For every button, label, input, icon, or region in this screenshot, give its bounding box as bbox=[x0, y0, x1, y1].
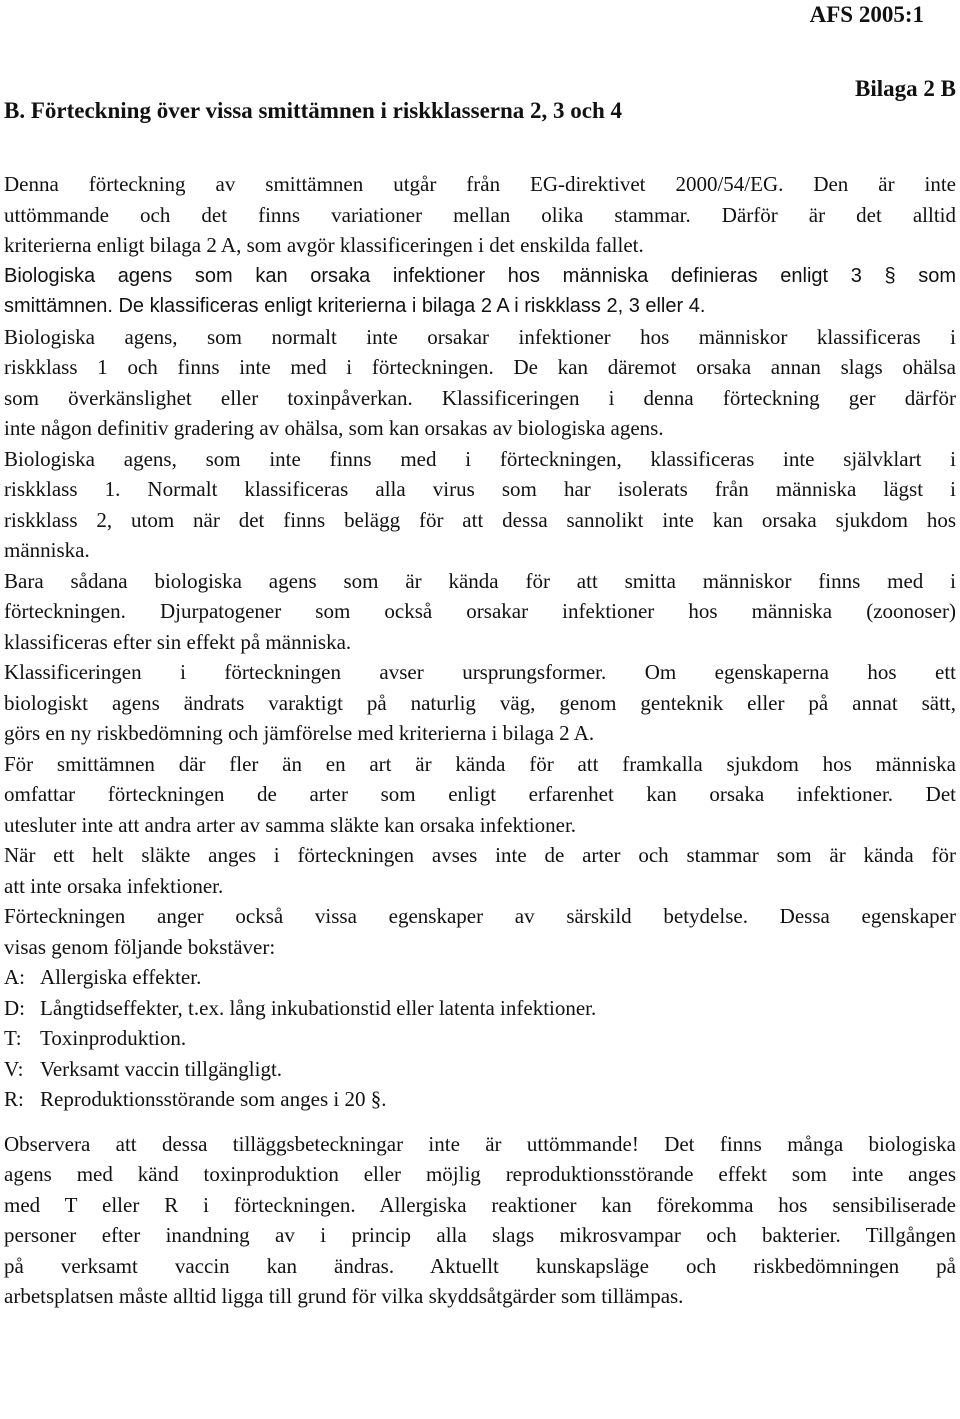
paragraph-line: människa. bbox=[4, 538, 90, 562]
list-item bbox=[4, 962, 956, 993]
paragraph-line: agens med känd toxinproduktion eller möjlig reproduktionsstörande effekt som inte anges bbox=[4, 1162, 956, 1186]
paragraph-line: personer efter inandning av i princip alla slags mikrosvampar och bakterier. Tillgången bbox=[4, 1223, 956, 1247]
letter-description: Reproduktionsstörande som anges i 20 §. bbox=[40, 1087, 387, 1111]
paragraph-1 bbox=[4, 169, 956, 261]
property-letter-list bbox=[4, 962, 956, 1115]
letter-description: Toxinproduktion. bbox=[40, 1026, 187, 1050]
list-item bbox=[4, 993, 956, 1024]
paragraph-7 bbox=[4, 749, 956, 841]
section-title: B. Förteckning över vissa smittämnen i riskklasserna 2, 3 och 4 bbox=[4, 98, 623, 123]
paragraph-2 bbox=[4, 261, 956, 322]
appendix-label: Bilaga 2 B bbox=[855, 76, 956, 101]
paragraph-4 bbox=[4, 444, 956, 566]
paragraph-line: görs en ny riskbedömning och jämförelse med kriterierna i bilaga 2 A. bbox=[4, 721, 595, 745]
paragraph-line: som överkänslighet eller toxinpåverkan. Klassificeringen i denna förteckning ger därför bbox=[4, 385, 956, 410]
paragraph-line: kriterierna enligt bilaga 2 A, som avgör klassificeringen i det enskilda fallet. bbox=[4, 233, 644, 257]
paragraph-line: När ett helt släkte anges i förteckningen avses inte de arter och stammar som är kända för bbox=[4, 843, 956, 867]
paragraph-line: Biologiska agens, som inte finns med i förteckningen, klassificeras inte självklart i bbox=[4, 446, 956, 471]
paragraph-line: visas genom följande bokstäver: bbox=[4, 934, 276, 959]
paragraph-6 bbox=[4, 657, 956, 749]
paragraph-line: För smittämnen där fler än en art är kända för att framkalla sjukdom hos människa bbox=[4, 751, 956, 776]
list-item bbox=[4, 1084, 956, 1115]
paragraph-line: omfattar förteckningen de arter som enligt erfarenhet kan orsaka infektioner. Det bbox=[4, 782, 956, 806]
paragraph-line: med T eller R i förteckningen. Allergiska reaktioner kan förekomma hos sensibiliserade bbox=[4, 1192, 956, 1217]
letter-code: R: bbox=[4, 1087, 24, 1111]
letter-code: T: bbox=[4, 1026, 22, 1050]
list-item bbox=[4, 1054, 956, 1085]
paragraph-line: Observera att dessa tilläggsbeteckningar inte är uttömmande! Det finns många biologiska bbox=[4, 1131, 956, 1156]
paragraph-line: Biologiska agens, som normalt inte orsakar infektioner hos människor klassificeras i bbox=[4, 324, 956, 349]
paragraph-line: Förteckningen anger också vissa egenskaper av särskild betydelse. Dessa egenskaper bbox=[4, 904, 956, 928]
paragraph-line: riskklass 1 och finns inte med i förteckningen. De kan däremot orsaka annan slags ohälsa bbox=[4, 355, 956, 379]
letter-description: Verksamt vaccin tillgängligt. bbox=[40, 1056, 283, 1081]
paragraph-line: på verksamt vaccin kan ändras. Aktuellt kunskapsläge och riskbedömningen på bbox=[4, 1253, 956, 1278]
paragraph-line: Bara sådana biologiska agens som är kända för att smitta människor finns med i bbox=[4, 568, 956, 593]
document-body bbox=[4, 169, 956, 1312]
letter-description: Långtidseffekter, t.ex. lång inkubationstid eller latenta infektioner. bbox=[40, 995, 597, 1020]
paragraph-line: uttömmande och det finns variationer mellan olika stammar. Därför är det alltid bbox=[4, 202, 956, 227]
paragraph-line: biologiskt agens ändrats varaktigt på naturlig väg, genom genteknik eller på annat sätt, bbox=[4, 690, 956, 715]
paragraph-line: arbetsplatsen måste alltid ligga till grund för vilka skyddsåtgärder som tillämpas. bbox=[4, 1284, 684, 1308]
letter-code: V: bbox=[4, 1056, 24, 1081]
paragraph-line: inte någon definitiv gradering av ohälsa, som kan orsakas av biologiska agens. bbox=[4, 416, 664, 440]
paragraph-line: Denna förteckning av smittämnen utgår från EG-direktivet 2000/54/EG. Den är inte bbox=[4, 172, 956, 196]
paragraph-line: riskklass 1. Normalt klassificeras alla virus som har isolerats från människa lägst i bbox=[4, 477, 956, 501]
paragraph-line: förteckningen. Djurpatogener som också orsakar infektioner hos människa (zoonoser) bbox=[4, 599, 956, 623]
letter-description: Allergiska effekter. bbox=[40, 965, 202, 989]
list-item bbox=[4, 1023, 956, 1054]
letter-code: D: bbox=[4, 995, 25, 1020]
paragraph-10 bbox=[4, 1129, 956, 1312]
document-code: AFS 2005:1 bbox=[809, 2, 924, 27]
paragraph-line: riskklass 2, utom när det finns belägg för att dessa sannolikt inte kan orsaka sjukdom hos bbox=[4, 507, 956, 532]
paragraph-9 bbox=[4, 901, 956, 962]
paragraph-line: Biologiska agens som kan orsaka infektioner hos människa definieras enligt 3 § som bbox=[4, 264, 956, 287]
paragraph-line: att inte orsaka infektioner. bbox=[4, 873, 224, 898]
paragraph-3 bbox=[4, 322, 956, 444]
letter-code: A: bbox=[4, 965, 25, 989]
paragraph-8 bbox=[4, 840, 956, 901]
paragraph-line: Klassificeringen i förteckningen avser ursprungsformer. Om egenskaperna hos ett bbox=[4, 660, 956, 684]
paragraph-5 bbox=[4, 566, 956, 658]
paragraph-line: utesluter inte att andra arter av samma släkte kan orsaka infektioner. bbox=[4, 812, 577, 837]
paragraph-line: smittämnen. De klassificeras enligt kriterierna i bilaga 2 A i riskklass 2, 3 eller 4. bbox=[4, 295, 706, 317]
paragraph-line: klassificeras efter sin effekt på människa. bbox=[4, 629, 352, 654]
